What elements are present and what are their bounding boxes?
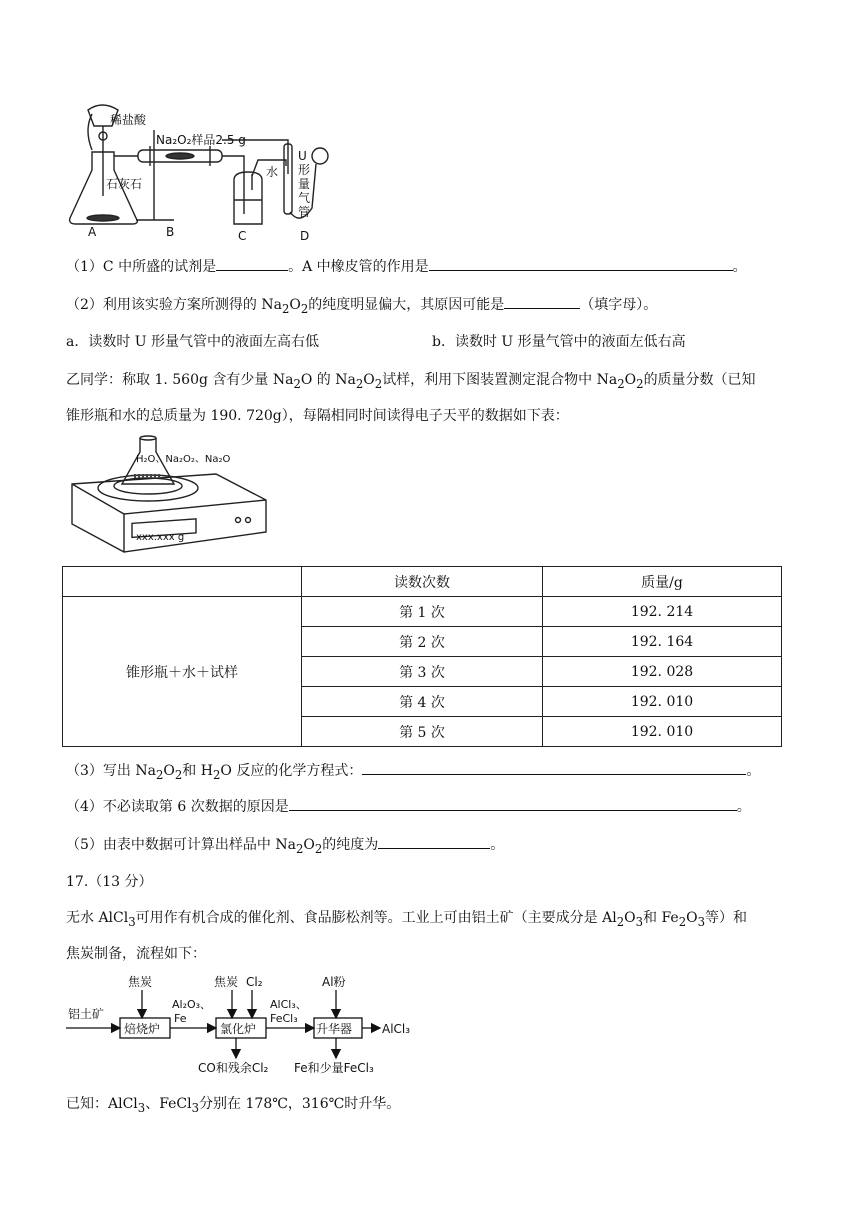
label-stone: 石灰石 [106, 177, 143, 191]
answer-blank-q1-reagent[interactable] [216, 256, 288, 271]
label-acid: 稀盐酸 [110, 113, 147, 127]
answer-blank-q2[interactable] [504, 294, 580, 309]
label-u-tube-1: U [298, 149, 307, 163]
label-sample: Na₂O₂样品2.5 g [156, 133, 246, 147]
problem-17-intro-2: 焦炭制备，流程如下： [66, 946, 206, 962]
problem-17-intro-1: 无水 AlCl$_3$可用作有机合成的催化剂、食品膨松剂等。工业上可由铝土矿（主要成分是 $Al_2O_3$和 $Fe_2O_3$等）和 [66, 910, 748, 929]
flow-sublimator: 升华器 [316, 1022, 353, 1036]
label-u-tube-3: 量 [298, 177, 311, 191]
question-5: （5）由表中数据可计算出样品中 $Na_2O_2$的纯度为 。 [66, 834, 504, 859]
option-b: b．读数时 U 形量气管中的液面左低右高 [432, 334, 686, 350]
flow-coke-1: 焦炭 [128, 975, 153, 989]
yi-intro-line-2: 锥形瓶和水的总质量为 190. 720g），每隔相同时间读得电子天平的数据如下表： [66, 408, 569, 424]
table-cell-mass: 192. 214 [543, 597, 782, 627]
table-group-label: 锥形瓶＋水＋试样 [63, 597, 302, 747]
problem-17-heading: 17.（13 分） [66, 874, 153, 890]
question-1: （1）C 中所盛的试剂是 。A 中橡皮管的作用是 。 [66, 256, 747, 277]
letter-d: D [300, 229, 310, 243]
table-cell-count: 第 4 次 [302, 687, 543, 717]
table-cell-count: 第 3 次 [302, 657, 543, 687]
apparatus-diagram [62, 100, 362, 246]
process-flow-diagram [66, 972, 436, 1084]
answer-blank-q4[interactable] [289, 796, 737, 811]
letter-b: B [166, 225, 175, 239]
table-header-mass: 质量/g [543, 567, 782, 597]
label-u-tube-2: 形 [298, 163, 311, 177]
balance-diagram [66, 428, 276, 560]
flow-mid-2a: AlCl₃、 [270, 998, 307, 1011]
answer-blank-q1-tube[interactable] [429, 256, 733, 271]
flow-cl2: Cl₂ [246, 975, 263, 989]
label-water: 水 [266, 165, 279, 179]
question-3: （3）写出 $Na_2O_2$和 $H_2O$ 反应的化学方程式： 。 [66, 760, 760, 785]
table-cell-count: 第 2 次 [302, 627, 543, 657]
table-cell-count: 第 1 次 [302, 597, 543, 627]
table-header-row [63, 567, 782, 597]
option-a: a．读数时 U 形量气管中的液面左高右低 [66, 334, 320, 350]
flow-mid-2b: FeCl₃ [270, 1012, 298, 1025]
balance-display: xxx.xxx g [136, 532, 185, 543]
flow-waste-1: CO和残余Cl₂ [198, 1061, 269, 1075]
question-2: （2）利用该实验方案所测得的 $Na_2O_2$的纯度明显偏大，其原因可能是 （填字母）。 [66, 294, 657, 319]
flow-ore: 铝土矿 [68, 1007, 105, 1021]
table-cell-count: 第 5 次 [302, 717, 543, 747]
table-header-cell [63, 567, 302, 597]
table-cell-mass: 192. 028 [543, 657, 782, 687]
flow-waste-2: Fe和少量FeCl₃ [294, 1061, 374, 1075]
balance-label: H₂O、Na₂O₂、Na₂O [136, 454, 231, 465]
letter-a: A [88, 225, 97, 239]
flow-coke-2: 焦炭 [214, 975, 239, 989]
label-u-tube-4: 气 [298, 191, 311, 205]
problem-17-known: 已知：AlCl$_3$、FeCl$_3$分别在 178℃，316℃时升华。 [66, 1096, 401, 1115]
table-row [63, 597, 782, 627]
answer-blank-q5[interactable] [378, 834, 490, 849]
flow-product: AlCl₃ [382, 1022, 411, 1036]
flow-mid-1b: Fe [174, 1012, 187, 1025]
table-cell-mass: 192. 010 [543, 687, 782, 717]
flow-mid-1a: Al₂O₃、 [172, 998, 212, 1011]
mass-reading-table [62, 566, 782, 747]
label-u-tube-5: 管 [298, 205, 311, 219]
flow-furnace: 焙烧炉 [124, 1022, 161, 1036]
yi-intro-line-1: 乙同学：称取 1. 560g 含有少量 $Na_2O$ 的 $Na_2O_2$试样，利用下图装置测定混合物中 $Na_2O_2$的质量分数（已知 [66, 372, 756, 391]
flow-chlorinator: 氯化炉 [220, 1022, 257, 1036]
question-4: （4）不必读取第 6 次数据的原因是 。 [66, 796, 751, 817]
table-cell-mass: 192. 164 [543, 627, 782, 657]
table-header-count: 读数次数 [302, 567, 543, 597]
table-cell-mass: 192. 010 [543, 717, 782, 747]
flow-al-powder: Al粉 [322, 975, 346, 989]
answer-blank-q3[interactable] [362, 760, 746, 775]
letter-c: C [238, 229, 247, 243]
